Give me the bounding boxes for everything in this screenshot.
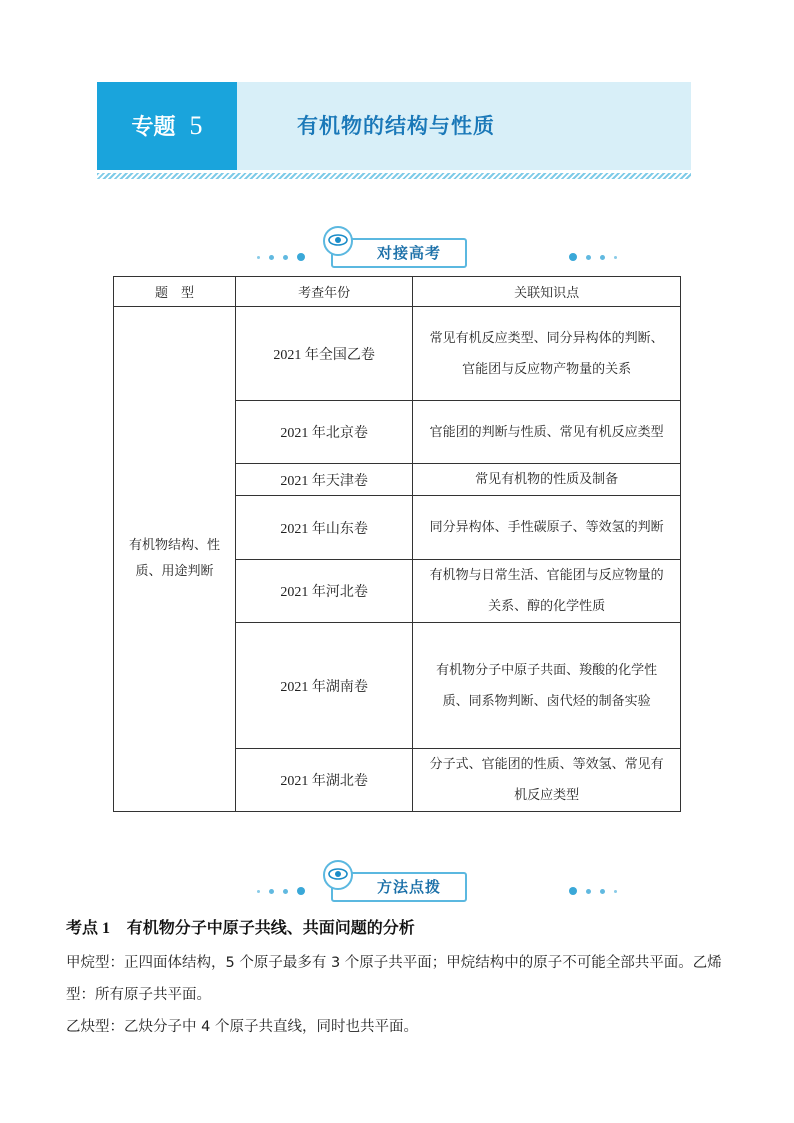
- chapter-number: 5: [189, 111, 203, 140]
- knowledge-cell: 分子式、官能团的性质、等效氢、常见有机反应类型: [413, 749, 681, 812]
- body-paragraph: 甲烷型：正四面体结构，5 个原子最多有 3 个原子共平面；甲烷结构中的原子不可能全部共平面。乙烯型：所有原子共平面。: [66, 955, 722, 1003]
- section-label: 方法点拨: [376, 878, 441, 896]
- kaodian-number: 考点 1: [66, 920, 111, 937]
- year-cell: 2021 年河北卷: [235, 560, 412, 623]
- decor-dots-right: [569, 252, 617, 262]
- year-cell: 2021 年天津卷: [235, 464, 412, 496]
- year-cell: 2021 年湖南卷: [235, 623, 412, 749]
- eye-icon: [323, 860, 353, 890]
- kaodian-title: 有机物分子中原子共线、共面问题的分析: [126, 918, 415, 937]
- year-cell: 2021 年湖北卷: [235, 749, 412, 812]
- decor-dots-left: [257, 886, 305, 896]
- knowledge-cell: 官能团的判断与性质、常见有机反应类型: [413, 401, 681, 464]
- banner-divider: [97, 173, 691, 179]
- section-label: 对接高考: [376, 244, 441, 262]
- year-cell: 2021 年山东卷: [235, 496, 412, 560]
- body-paragraph: 乙炔型：乙炔分子中 4 个原子共直线，同时也共平面。: [66, 1019, 418, 1035]
- topic-cell: 有机物结构、性质、用途判断: [114, 307, 236, 812]
- knowledge-cell: 同分异构体、手性碳原子、等效氢的判断: [413, 496, 681, 560]
- section-badge-box: [331, 872, 467, 902]
- section-badge-exam: [257, 222, 617, 270]
- knowledge-cell: 常见有机物的性质及制备: [413, 464, 681, 496]
- kaodian-heading: [66, 915, 415, 938]
- year-cell: 2021 年全国乙卷: [235, 307, 412, 401]
- chapter-banner: [97, 82, 691, 170]
- year-cell: 2021 年北京卷: [235, 401, 412, 464]
- exam-table: [113, 276, 681, 812]
- knowledge-cell: 有机物分子中原子共面、羧酸的化学性质、同系物判断、卤代烃的制备实验: [413, 623, 681, 749]
- chapter-tab: [97, 82, 237, 170]
- section-badge-method: [257, 856, 617, 904]
- chapter-tab-label: 专题: [131, 115, 176, 140]
- header-cell-knowledge: 关联知识点: [413, 277, 681, 307]
- table-row: [114, 307, 681, 401]
- header-cell-year: 考查年份: [235, 277, 412, 307]
- table-header-row: [114, 277, 681, 307]
- decor-dots-right: [569, 886, 617, 896]
- knowledge-cell: 常见有机反应类型、同分异构体的判断、官能团与反应物产物量的关系: [413, 307, 681, 401]
- eye-icon: [323, 226, 353, 256]
- decor-dots-left: [257, 252, 305, 262]
- chapter-title: 有机物的结构与性质: [297, 114, 495, 138]
- header-cell-type: 题 型: [114, 277, 236, 307]
- knowledge-cell: 有机物与日常生活、官能团与反应物量的关系、醇的化学性质: [413, 560, 681, 623]
- section-badge-box: [331, 238, 467, 268]
